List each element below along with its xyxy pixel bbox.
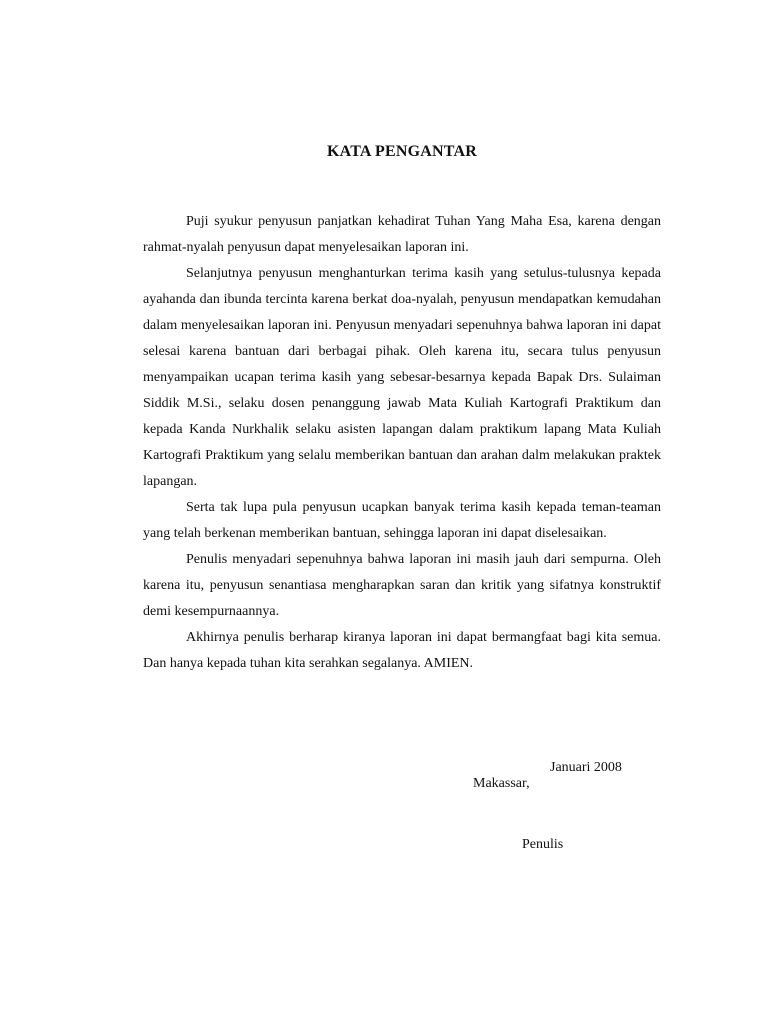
paragraph-thanks-friends: Serta tak lupa pula penyusun ucapkan banyak terima kasih kepada teman-teaman yang telah berkenan memberikan bantuan, sehingga laporan ini dapat diselesaikan. bbox=[143, 500, 661, 541]
document-title: KATA PENGANTAR bbox=[327, 143, 477, 160]
place-date-line bbox=[459, 760, 622, 824]
paragraph-gratitude-to-god: Puji syukur penyusun panjatkan kehadirat Tuhan Yang Maha Esa, karena dengan rahmat-nyalah penyusun dapat menyelesaikan laporan ini. bbox=[143, 214, 661, 255]
author-signature: Penulis bbox=[522, 837, 564, 852]
paragraph-acknowledgements: Selanjutnya penyusun menghanturkan terima kasih yang setulus-tulusnya kepada ayahanda dan ibunda tercinta karena berkat doa-nyalah, penyusun mendapatkan kemudahan dalam menyelesaikan laporan ini. Penyusun menyadari sepenuhnya bahwa laporan ini dapat selesai karena bantuan dari berbagai pihak. Oleh karena itu, secara tulus penyusun menyampaikan ucapan terima kasih yang sebesar-besarnya kepada Bapak Drs. Sulaiman Siddik M.Si., selaku dosen penanggung jawab Mata Kuliah Kartografi Praktikum dan kepada Kanda Nurkhalik selaku asisten lapangan dalam praktikum lapang Mata Kuliah Kartografi Praktikum yang selalu memberikan bantuan dan arahan dalm melakukan praktek lapangan. bbox=[143, 266, 661, 489]
paragraph-imperfection: Penulis menyadari sepenuhnya bahwa laporan ini masih jauh dari sempurna. Oleh karena itu, penyusun senantiasa mengharapkan saran dan kritik yang sifatnya konstruktif demi kesempurnaannya. bbox=[143, 552, 661, 619]
paragraph-closing: Akhirnya penulis berharap kiranya laporan ini dapat bermangfaat bagi kita semua. Dan hanya kepada tuhan kita serahkan segalanya. AMIEN. bbox=[143, 630, 661, 671]
date-text: Januari 2008 bbox=[550, 760, 622, 775]
place-text: Makassar, bbox=[473, 776, 530, 791]
document-body bbox=[143, 209, 661, 677]
